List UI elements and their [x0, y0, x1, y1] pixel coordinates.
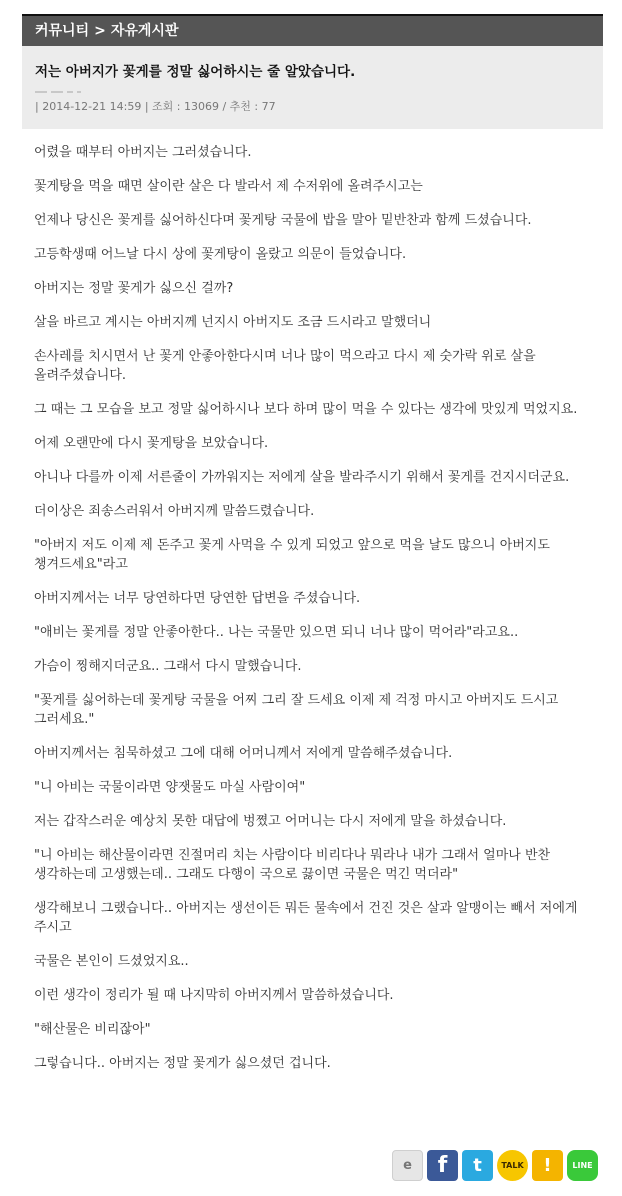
post-meta: | 2014-12-21 14:59 | 조회 : 13069 / 추천 : 77: [35, 100, 276, 113]
post-body: [34, 143, 596, 1088]
twitter-share-icon[interactable]: t: [462, 1150, 493, 1181]
paragraph: "니 아비는 해산물이라면 진절머리 치는 사람이다 비리다나 뭐라나 내가 그래서 얼마나 반찬 생각하는데 고생했는데.. 그래도 다행이 국으로 끓이면 국물은 먹긴 먹더라": [34, 848, 551, 882]
share-bar: [392, 1150, 598, 1181]
post-title: 저는 아버지가 꽃게를 정말 싫어하시는 줄 알았습니다.: [35, 64, 356, 80]
breadcrumb-category[interactable]: 커뮤니티: [35, 23, 90, 39]
post-header: [22, 46, 603, 129]
paragraph: 아버지께서는 너무 당연하다면 당연한 답변을 주셨습니다.: [34, 591, 361, 606]
paragraph: 아버지는 정말 꽃게가 싫으신 걸까?: [34, 281, 234, 296]
paragraph: 어제 오랜만에 다시 꽃게탕을 보았습니다.: [34, 436, 269, 451]
paragraph: 그렇습니다.. 아버지는 정말 꽃게가 싫으셨던 겁니다.: [34, 1056, 331, 1071]
paragraph: 고등학생때 어느날 다시 상에 꽃게탕이 올랐고 의문이 들었습니다.: [34, 247, 407, 262]
breadcrumb-board-name[interactable]: 자유게시판: [110, 23, 179, 39]
paragraph: "꽃게를 싫어하는데 꽃게탕 국물을 어찌 그리 잘 드세요 이제 제 걱정 마시고 아버지도 드시고 그러세요.": [34, 693, 559, 727]
paragraph: 언제나 당신은 꽃게를 싫어하신다며 꽃게탕 국물에 밥을 말아 밑반찬과 함께 드셨습니다.: [34, 213, 532, 228]
email-share-icon[interactable]: e: [392, 1150, 423, 1181]
paragraph: 그 때는 그 모습을 보고 정말 싫어하시나 보다 하며 많이 먹을 수 있다는 생각에 맛있게 먹었지요.: [34, 402, 578, 417]
paragraph: "해산물은 비리잖아": [34, 1022, 151, 1037]
paragraph: "아버지 저도 이제 제 돈주고 꽃게 사먹을 수 있게 되었고 앞으로 먹을 날도 많으니 아버지도 챙겨드세요"라고: [34, 538, 550, 572]
paragraph: 저는 갑작스러운 예상치 못한 대답에 벙쪘고 어머니는 다시 저에게 말을 하셨습니다.: [34, 814, 507, 829]
paragraph: 국물은 본인이 드셨었지요..: [34, 954, 189, 969]
kakaotalk-share-icon[interactable]: TALK: [497, 1150, 528, 1181]
paragraph: "애비는 꽃게를 정말 안좋아한다.. 나는 국물만 있으면 되니 너나 많이 먹어라"라고요..: [34, 625, 519, 640]
kakaostory-share-icon[interactable]: !: [532, 1150, 563, 1181]
paragraph: 가슴이 찡해지더군요.. 그래서 다시 말했습니다.: [34, 659, 302, 674]
paragraph: "니 아비는 국물이라면 양잿물도 마실 사람이여": [34, 780, 306, 795]
facebook-share-icon[interactable]: f: [427, 1150, 458, 1181]
paragraph: 이런 생각이 정리가 될 때 나지막히 아버지께서 말씀하셨습니다.: [34, 988, 394, 1003]
paragraph: 손사레를 치시면서 난 꽃게 안좋아한다시며 너나 많이 먹으라고 다시 제 숫가락 위로 살을 올려주셨습니다.: [34, 349, 536, 383]
breadcrumb-separator: >: [94, 23, 106, 39]
paragraph: 아니나 다를까 이제 서른줄이 가까워지는 저에게 살을 발라주시기 위해서 꽃게를 건지시더군요.: [34, 470, 570, 485]
paragraph: 살을 바르고 계시는 아버지께 넌지시 아버지도 조금 드시라고 말했더니: [34, 315, 432, 330]
paragraph: 더이상은 죄송스러워서 아버지께 말씀드렸습니다.: [34, 504, 315, 519]
paragraph: 어렸을 때부터 아버지는 그러셨습니다.: [34, 145, 252, 160]
paragraph: 꽃게탕을 먹을 때면 살이란 살은 다 발라서 제 수저위에 올려주시고는: [34, 179, 423, 194]
author-name-blurred: [35, 91, 135, 97]
paragraph: 아버지께서는 침묵하셨고 그에 대해 어머니께서 저에게 말씀해주셨습니다.: [34, 746, 453, 761]
board-breadcrumb: [22, 16, 603, 46]
paragraph: 생각해보니 그랬습니다.. 아버지는 생선이든 뭐든 물속에서 건진 것은 살과 알맹이는 빼서 저에게 주시고: [34, 901, 578, 935]
line-share-icon[interactable]: LINE: [567, 1150, 598, 1181]
